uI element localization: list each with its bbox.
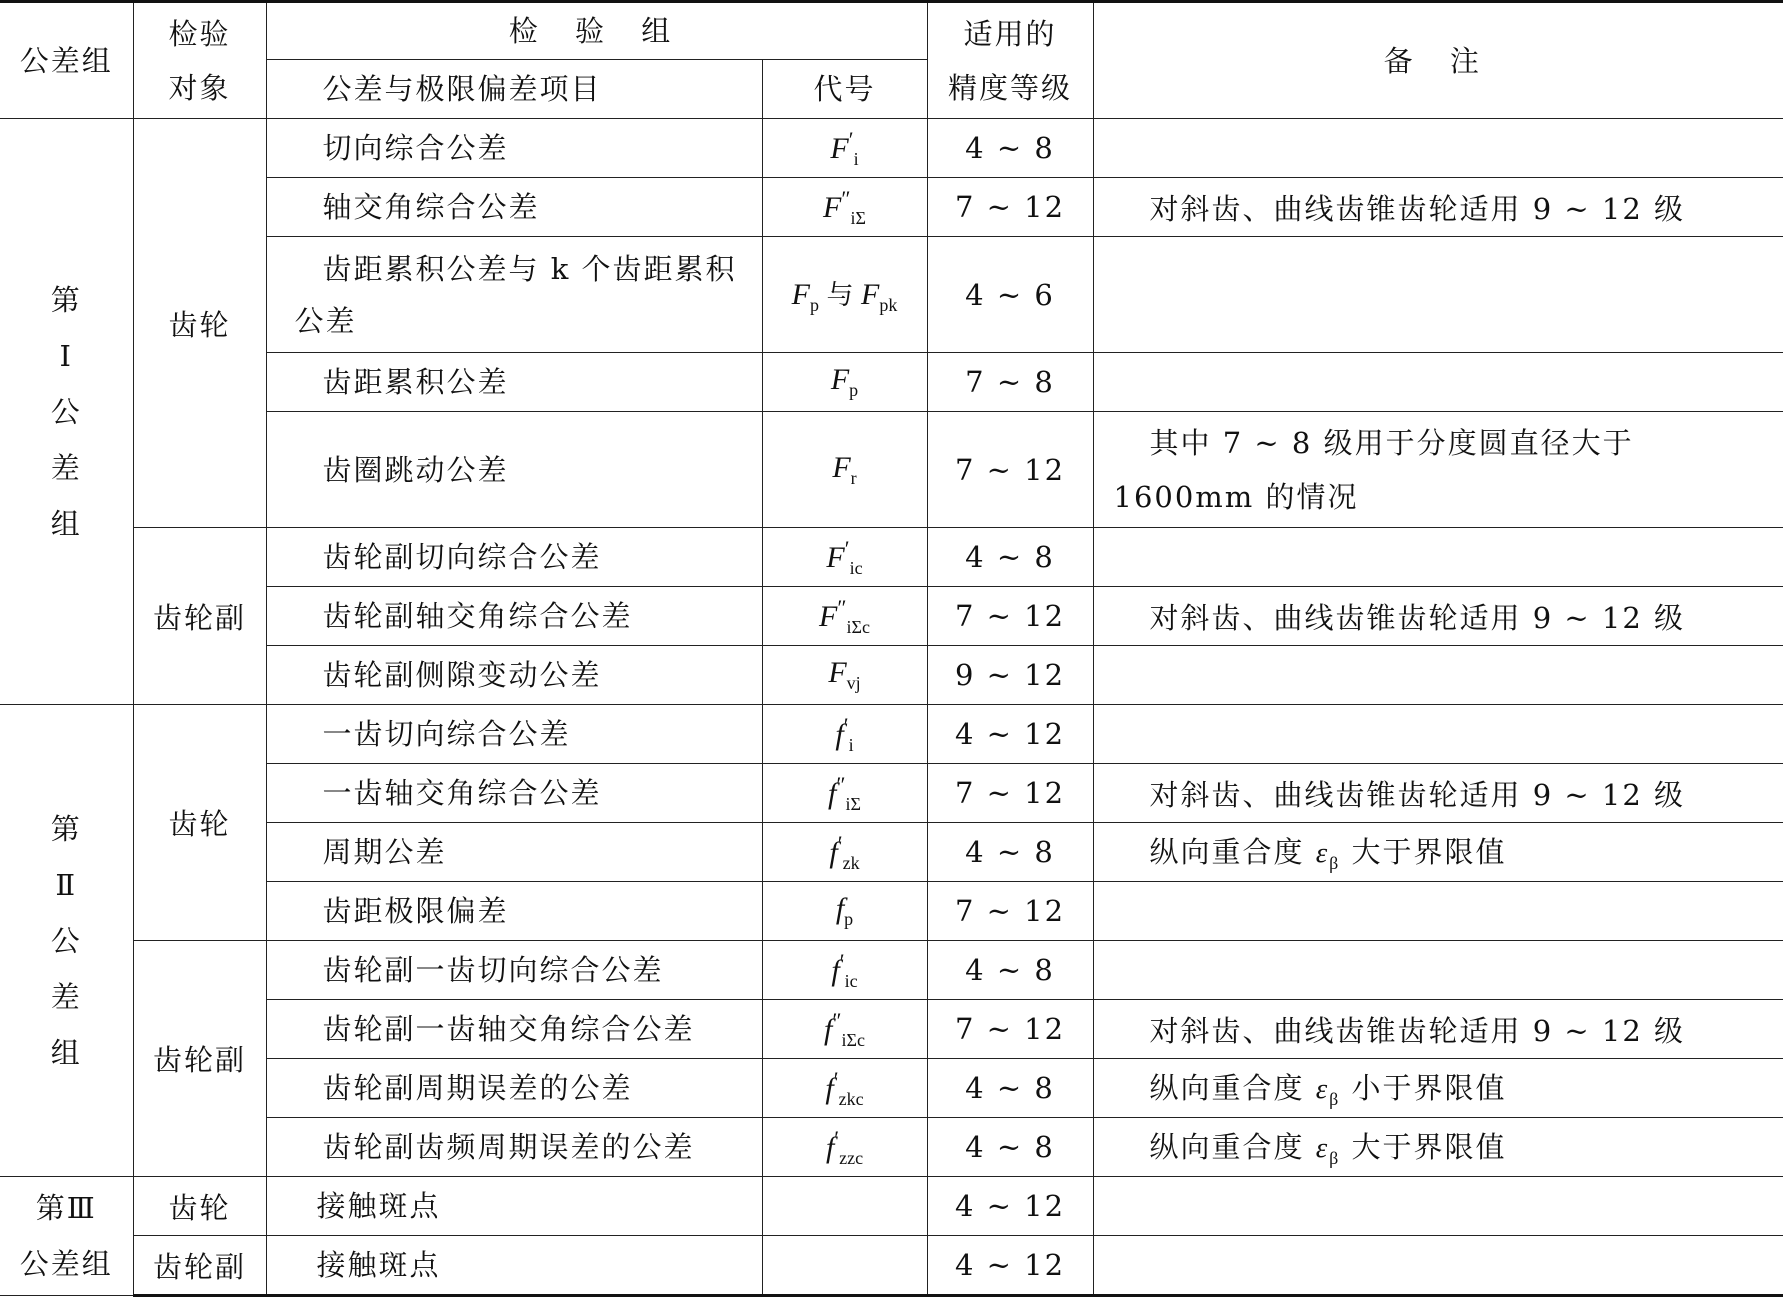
note-cell <box>1093 882 1783 941</box>
header-inspection-group: 检 验 组 <box>266 2 927 60</box>
grade-cell: 4 ~ 8 <box>927 941 1093 1000</box>
note-cell <box>1093 353 1783 412</box>
table-row <box>0 941 1783 1000</box>
note-cell: 纵向重合度 $\varepsilon_\beta$ 大于界限值 <box>1093 1118 1783 1177</box>
table-row <box>0 882 1783 941</box>
code-cell: $f_p$ <box>762 882 927 941</box>
table-row <box>0 823 1783 882</box>
item-cell: 齿距极限偏差 <box>266 882 762 941</box>
code-cell: $f''_{i\Sigma c}$ <box>762 1000 927 1059</box>
grade-cell: 9 ~ 12 <box>927 646 1093 705</box>
item-cell: 齿轮副周期误差的公差 <box>266 1059 762 1118</box>
note-cell: 纵向重合度 $\varepsilon_\beta$ 小于界限值 <box>1093 1059 1783 1118</box>
table-row <box>0 178 1783 237</box>
item-cell: 齿轮副齿频周期误差的公差 <box>266 1118 762 1177</box>
code-cell: $F_p$ <box>762 353 927 412</box>
item-cell: 齿圈跳动公差 <box>266 412 762 528</box>
table-row <box>0 1059 1783 1118</box>
grade-cell: 4 ~ 6 <box>927 237 1093 353</box>
object-gear: 齿轮 <box>133 705 266 941</box>
note-cell <box>1093 237 1783 353</box>
object-pair: 齿轮副 <box>133 528 266 705</box>
item-cell: 接触斑点 <box>266 1177 762 1236</box>
table-row <box>0 353 1783 412</box>
grade-cell: 4 ~ 8 <box>927 1059 1093 1118</box>
table-row <box>0 1177 1783 1236</box>
code-cell: $f'_{ic}$ <box>762 941 927 1000</box>
grade-cell: 4 ~ 12 <box>927 705 1093 764</box>
code-cell: $F''_{i\Sigma c}$ <box>762 587 927 646</box>
item-cell: 切向综合公差 <box>266 119 762 178</box>
grade-cell: 7 ~ 12 <box>927 882 1093 941</box>
grade-cell: 4 ~ 12 <box>927 1177 1093 1236</box>
item-cell: 齿距累积公差与 k 个齿距累积公差 <box>266 237 762 353</box>
note-cell <box>1093 528 1783 587</box>
table-row <box>0 237 1783 353</box>
note-cell <box>1093 1177 1783 1236</box>
note-cell <box>1093 941 1783 1000</box>
group-label-3: 第Ⅲ 公差组 <box>0 1177 133 1296</box>
group-label-1: 第 Ⅰ 公 差 组 <box>0 119 133 705</box>
item-cell: 接触斑点 <box>266 1236 762 1296</box>
grade-cell: 7 ~ 12 <box>927 1000 1093 1059</box>
object-pair: 齿轮副 <box>133 941 266 1177</box>
item-cell: 齿轮副切向综合公差 <box>266 528 762 587</box>
note-cell: 其中 7 ~ 8 级用于分度圆直径大于 1600mm 的情况 <box>1093 412 1783 528</box>
header-item: 公差与极限偏差项目 <box>266 60 762 119</box>
code-cell: $F'_{ic}$ <box>762 528 927 587</box>
header-grade: 适用的 精度等级 <box>927 2 1093 119</box>
grade-cell: 4 ~ 8 <box>927 823 1093 882</box>
header-object: 检验 对象 <box>133 2 266 119</box>
code-cell <box>762 1177 927 1236</box>
table-row <box>0 587 1783 646</box>
note-cell <box>1093 646 1783 705</box>
table-row <box>0 412 1783 528</box>
note-cell: 纵向重合度 $\varepsilon_\beta$ 大于界限值 <box>1093 823 1783 882</box>
note-cell <box>1093 1236 1783 1296</box>
code-cell: $f'_{zkc}$ <box>762 1059 927 1118</box>
note-cell: 对斜齿、曲线齿锥齿轮适用 9 ~ 12 级 <box>1093 764 1783 823</box>
code-cell: $f''_{i\Sigma}$ <box>762 764 927 823</box>
item-cell: 轴交角综合公差 <box>266 178 762 237</box>
table-row <box>0 1236 1783 1296</box>
item-cell: 齿轮副一齿切向综合公差 <box>266 941 762 1000</box>
code-cell <box>762 1236 927 1296</box>
header-row-1 <box>0 2 1783 60</box>
note-cell: 对斜齿、曲线齿锥齿轮适用 9 ~ 12 级 <box>1093 1000 1783 1059</box>
code-cell: $f'_i$ <box>762 705 927 764</box>
item-cell: 齿距累积公差 <box>266 353 762 412</box>
item-cell: 齿轮副一齿轴交角综合公差 <box>266 1000 762 1059</box>
code-cell: $F'_i$ <box>762 119 927 178</box>
object-gear: 齿轮 <box>133 1177 266 1236</box>
code-cell: $F_{vj}$ <box>762 646 927 705</box>
note-cell <box>1093 119 1783 178</box>
table-row <box>0 528 1783 587</box>
code-cell: $F_r$ <box>762 412 927 528</box>
grade-cell: 7 ~ 12 <box>927 412 1093 528</box>
item-cell: 一齿轴交角综合公差 <box>266 764 762 823</box>
code-cell: $f'_{zk}$ <box>762 823 927 882</box>
code-cell: $f'_{zzc}$ <box>762 1118 927 1177</box>
grade-cell: 4 ~ 8 <box>927 119 1093 178</box>
table-row <box>0 705 1783 764</box>
object-gear: 齿轮 <box>133 119 266 528</box>
code-cell: $F''_{i\Sigma}$ <box>762 178 927 237</box>
header-code: 代号 <box>762 60 927 119</box>
item-cell: 一齿切向综合公差 <box>266 705 762 764</box>
grade-cell: 7 ~ 12 <box>927 587 1093 646</box>
code-cell: $F_p$ 与 $F_{pk}$ <box>762 237 927 353</box>
object-pair: 齿轮副 <box>133 1236 266 1296</box>
table-row <box>0 764 1783 823</box>
note-cell <box>1093 705 1783 764</box>
note-cell: 对斜齿、曲线齿锥齿轮适用 9 ~ 12 级 <box>1093 587 1783 646</box>
grade-cell: 4 ~ 8 <box>927 528 1093 587</box>
grade-cell: 4 ~ 8 <box>927 1118 1093 1177</box>
grade-cell: 7 ~ 8 <box>927 353 1093 412</box>
note-cell: 对斜齿、曲线齿锥齿轮适用 9 ~ 12 级 <box>1093 178 1783 237</box>
header-group: 公差组 <box>0 2 133 119</box>
item-cell: 齿轮副侧隙变动公差 <box>266 646 762 705</box>
grade-cell: 7 ~ 12 <box>927 764 1093 823</box>
group-label-2: 第 Ⅱ 公 差 组 <box>0 705 133 1177</box>
table-row <box>0 646 1783 705</box>
table-row <box>0 1118 1783 1177</box>
grade-cell: 4 ~ 12 <box>927 1236 1093 1296</box>
item-cell: 齿轮副轴交角综合公差 <box>266 587 762 646</box>
table-row <box>0 119 1783 178</box>
item-cell: 周期公差 <box>266 823 762 882</box>
grade-cell: 7 ~ 12 <box>927 178 1093 237</box>
header-note: 备 注 <box>1093 2 1783 119</box>
table-row <box>0 1000 1783 1059</box>
